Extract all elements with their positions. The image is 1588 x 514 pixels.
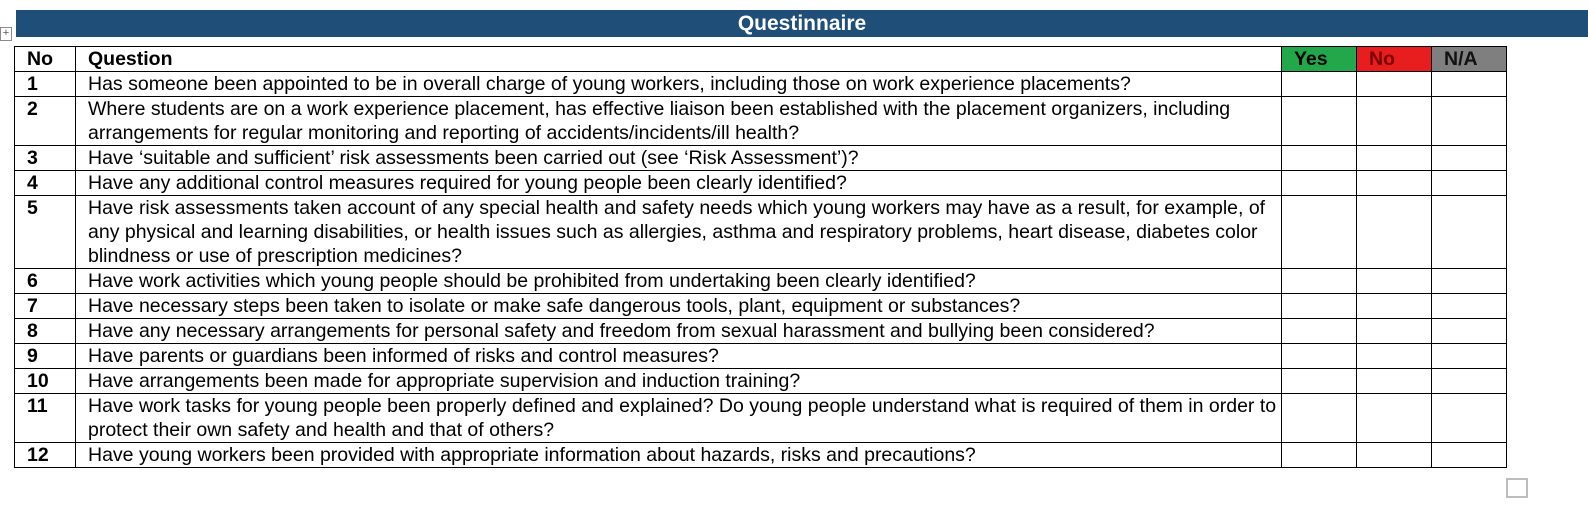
row-number: 11	[15, 394, 76, 443]
yes-cell[interactable]	[1282, 97, 1357, 146]
table-row	[15, 369, 1507, 394]
row-number: 6	[15, 269, 76, 294]
yes-cell[interactable]	[1282, 171, 1357, 196]
row-number: 12	[15, 443, 76, 468]
na-cell[interactable]	[1432, 369, 1507, 394]
question-text: Have work activities which young people should be prohibited from undertaking been clearly identified?	[76, 269, 1282, 294]
no-cell[interactable]	[1357, 97, 1432, 146]
row-number: 5	[15, 196, 76, 269]
header-no: No	[15, 47, 76, 72]
yes-cell[interactable]	[1282, 319, 1357, 344]
table-row	[15, 97, 1507, 146]
no-cell[interactable]	[1357, 394, 1432, 443]
no-cell[interactable]	[1357, 171, 1432, 196]
yes-cell[interactable]	[1282, 72, 1357, 97]
header-no-answer: No	[1357, 47, 1432, 72]
table-row	[15, 344, 1507, 369]
na-cell[interactable]	[1432, 294, 1507, 319]
na-cell[interactable]	[1432, 171, 1507, 196]
yes-cell[interactable]	[1282, 269, 1357, 294]
table-row	[15, 394, 1507, 443]
na-cell[interactable]	[1432, 72, 1507, 97]
table-row	[15, 171, 1507, 196]
table-row	[15, 443, 1507, 468]
row-number: 3	[15, 146, 76, 171]
yes-cell[interactable]	[1282, 394, 1357, 443]
question-text: Have risk assessments taken account of any special health and safety needs which young workers may have as a result, for example, of any physical and learning disabilities, or health issues such as allergies, asthma and respiratory problems, heart disease, diabetes color blindness or use of prescription medicines?	[76, 196, 1282, 269]
table-row	[15, 269, 1507, 294]
table-row	[15, 319, 1507, 344]
question-text: Have young workers been provided with appropriate information about hazards, risks and precautions?	[76, 443, 1282, 468]
na-cell[interactable]	[1432, 269, 1507, 294]
no-cell[interactable]	[1357, 269, 1432, 294]
yes-cell[interactable]	[1282, 294, 1357, 319]
header-na: N/A	[1432, 47, 1507, 72]
na-cell[interactable]	[1432, 319, 1507, 344]
yes-cell[interactable]	[1282, 344, 1357, 369]
na-cell[interactable]	[1432, 97, 1507, 146]
yes-cell[interactable]	[1282, 443, 1357, 468]
na-cell[interactable]	[1432, 196, 1507, 269]
table-row	[15, 294, 1507, 319]
row-number: 4	[15, 171, 76, 196]
question-text: Have any additional control measures required for young people been clearly identified?	[76, 171, 1282, 196]
header-yes: Yes	[1282, 47, 1357, 72]
question-text: Have arrangements been made for appropriate supervision and induction training?	[76, 369, 1282, 394]
questionnaire-table	[14, 46, 1507, 468]
no-cell[interactable]	[1357, 369, 1432, 394]
question-text: Where students are on a work experience placement, has effective liaison been established with the placement organizers, including arrangements for regular monitoring and reporting of accidents/incidents/ill health?	[76, 97, 1282, 146]
na-cell[interactable]	[1432, 443, 1507, 468]
header-row	[15, 47, 1507, 72]
row-number: 8	[15, 319, 76, 344]
na-cell[interactable]	[1432, 344, 1507, 369]
table-row	[15, 146, 1507, 171]
question-text: Have parents or guardians been informed of risks and control measures?	[76, 344, 1282, 369]
questionnaire-title: Questinnaire	[16, 10, 1588, 37]
table-move-handle-icon[interactable]: +	[0, 27, 12, 41]
table-row	[15, 196, 1507, 269]
table-row	[15, 72, 1507, 97]
header-question: Question	[76, 47, 1282, 72]
question-text: Have any necessary arrangements for personal safety and freedom from sexual harassment and bullying been considered?	[76, 319, 1282, 344]
row-number: 1	[15, 72, 76, 97]
row-number: 7	[15, 294, 76, 319]
no-cell[interactable]	[1357, 294, 1432, 319]
end-of-table-marker	[1506, 478, 1528, 498]
no-cell[interactable]	[1357, 146, 1432, 171]
question-text: Has someone been appointed to be in overall charge of young workers, including those on work experience placements?	[76, 72, 1282, 97]
question-text: Have ‘suitable and sufficient’ risk assessments been carried out (see ‘Risk Assessment’)?	[76, 146, 1282, 171]
question-text: Have necessary steps been taken to isolate or make safe dangerous tools, plant, equipment or substances?	[76, 294, 1282, 319]
yes-cell[interactable]	[1282, 146, 1357, 171]
question-text: Have work tasks for young people been properly defined and explained? Do young people understand what is required of them in order to protect their own safety and health and that of others?	[76, 394, 1282, 443]
yes-cell[interactable]	[1282, 196, 1357, 269]
row-number: 9	[15, 344, 76, 369]
na-cell[interactable]	[1432, 146, 1507, 171]
no-cell[interactable]	[1357, 344, 1432, 369]
no-cell[interactable]	[1357, 72, 1432, 97]
row-number: 10	[15, 369, 76, 394]
row-number: 2	[15, 97, 76, 146]
yes-cell[interactable]	[1282, 369, 1357, 394]
no-cell[interactable]	[1357, 196, 1432, 269]
na-cell[interactable]	[1432, 394, 1507, 443]
no-cell[interactable]	[1357, 319, 1432, 344]
no-cell[interactable]	[1357, 443, 1432, 468]
